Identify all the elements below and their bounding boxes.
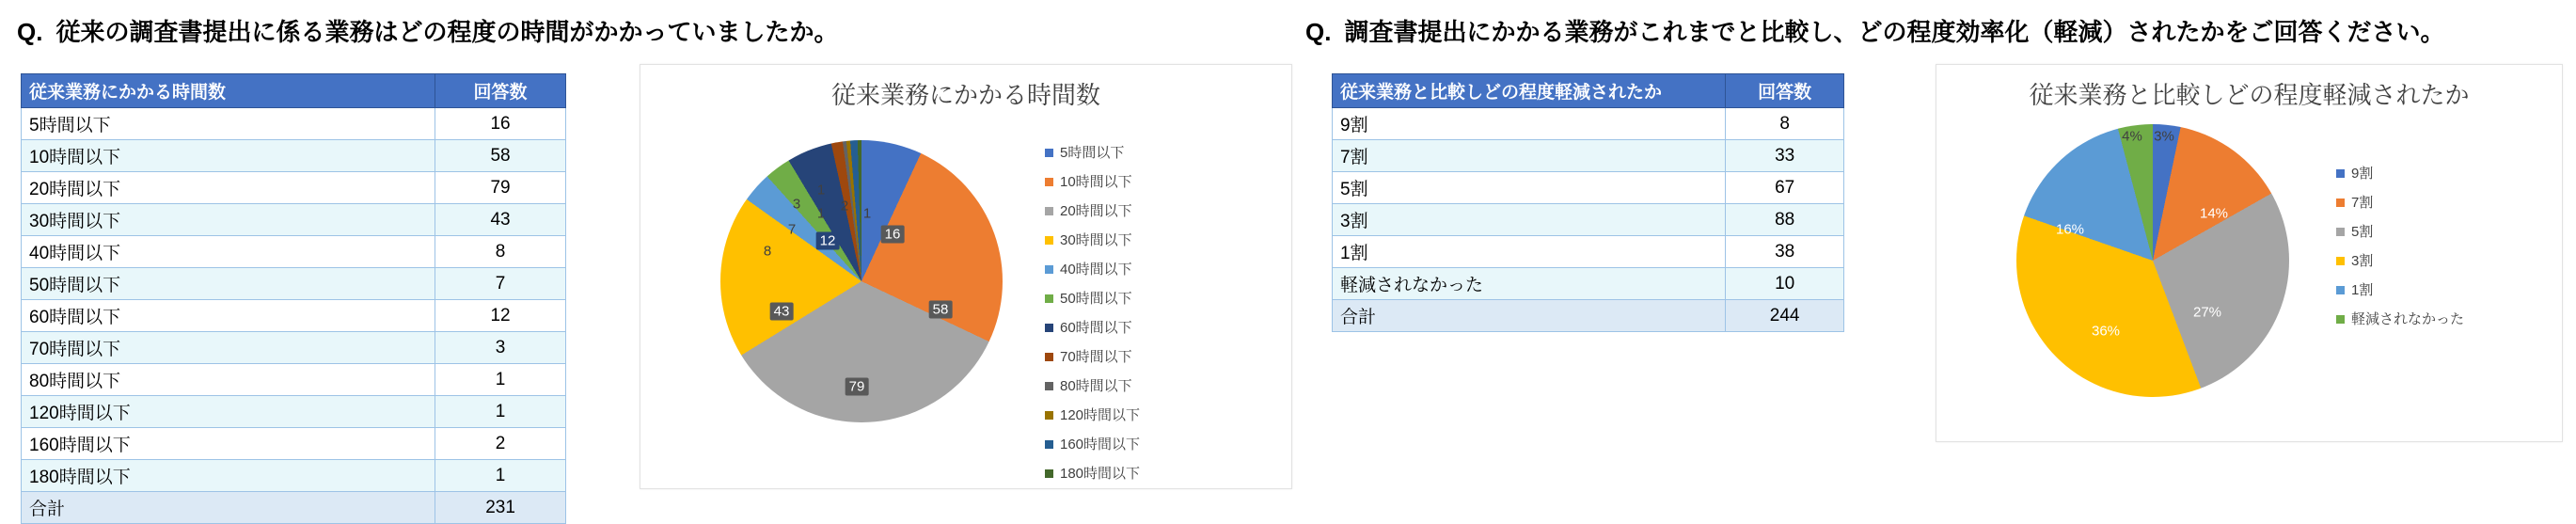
legend-item xyxy=(2336,217,2464,246)
table-row xyxy=(1333,140,1844,172)
chart-card-hours xyxy=(640,64,1292,489)
slice-label-160h: 2 xyxy=(840,198,849,214)
table-row xyxy=(1333,108,1844,140)
total-label: 合計 xyxy=(1333,300,1726,332)
legend-label: 160時間以下 xyxy=(1060,437,1141,453)
legend-label: 30時間以下 xyxy=(1060,232,1132,248)
row-label: 120時間以下 xyxy=(22,396,435,428)
slice-label-not-reduced: 4% xyxy=(2122,128,2142,145)
legend-label: 7割 xyxy=(2351,195,2374,211)
legend-item xyxy=(1045,342,1140,372)
row-label: 50時間以下 xyxy=(22,268,435,300)
table-row xyxy=(22,140,566,172)
question-label: Q. xyxy=(1305,18,1332,46)
slice-label-50h: 7 xyxy=(787,221,797,238)
legend-swatch-icon xyxy=(1045,207,1053,215)
legend-item xyxy=(1045,284,1140,313)
row-label: 180時間以下 xyxy=(22,460,435,492)
row-value: 38 xyxy=(1726,236,1844,268)
legend-item xyxy=(1045,372,1140,401)
table-row xyxy=(1333,204,1844,236)
row-value: 1 xyxy=(435,364,566,396)
slice-label-5h: 16 xyxy=(881,226,905,244)
legend-item xyxy=(1045,197,1140,226)
table-row xyxy=(22,172,566,204)
slice-label-60h: 12 xyxy=(816,232,840,250)
table-row xyxy=(22,268,566,300)
row-value: 12 xyxy=(435,300,566,332)
legend-label: 50時間以下 xyxy=(1060,291,1132,307)
legend-swatch-icon xyxy=(1045,178,1053,186)
table-row xyxy=(22,428,566,460)
row-label: 30時間以下 xyxy=(22,204,435,236)
row-value: 3 xyxy=(435,332,566,364)
table-total-row xyxy=(22,492,566,524)
legend-swatch-icon xyxy=(1045,149,1053,157)
legend-swatch-icon xyxy=(2336,198,2345,207)
row-label: 20時間以下 xyxy=(22,172,435,204)
slice-label-120h: 1 xyxy=(816,205,826,222)
legend-item xyxy=(1045,313,1140,342)
table-row xyxy=(22,396,566,428)
row-label: 5時間以下 xyxy=(22,108,435,140)
slice-label-180h: 1 xyxy=(862,205,872,222)
column-header-category: 従来業務と比較しどの程度軽減されたか xyxy=(1333,74,1726,108)
column-header-category: 従来業務にかかる時間数 xyxy=(22,74,435,108)
legend-item xyxy=(1045,226,1140,255)
row-value: 8 xyxy=(1726,108,1844,140)
row-value: 67 xyxy=(1726,172,1844,204)
legend-swatch-icon xyxy=(1045,411,1053,420)
total-label: 合計 xyxy=(22,492,435,524)
chart-title-hours: 従来業務にかかる時間数 xyxy=(830,81,1100,109)
slice-label-1wari: 16% xyxy=(2055,221,2085,238)
slice-label-7wari: 14% xyxy=(2199,205,2229,222)
panel-reduction xyxy=(1298,0,2576,523)
legend-label: 80時間以下 xyxy=(1060,378,1132,394)
slice-label-3wari: 36% xyxy=(2091,323,2121,340)
question-hours xyxy=(17,13,838,48)
row-label: 7割 xyxy=(1333,140,1726,172)
legend-item xyxy=(2336,276,2464,305)
table-row xyxy=(1333,236,1844,268)
legend-swatch-icon xyxy=(1045,353,1053,361)
row-label: 5割 xyxy=(1333,172,1726,204)
legend-swatch-icon xyxy=(1045,324,1053,332)
table-row xyxy=(22,364,566,396)
legend-item xyxy=(1045,401,1140,430)
row-label: 10時間以下 xyxy=(22,140,435,172)
legend-item xyxy=(2336,305,2464,334)
table-row xyxy=(1333,172,1844,204)
slice-label-40h: 8 xyxy=(763,243,772,260)
slice-label-20h: 79 xyxy=(845,378,869,396)
row-label: 40時間以下 xyxy=(22,236,435,268)
pie-chart-hours xyxy=(702,121,1021,441)
question-text: 従来の調査書提出に係る業務はどの程度の時間がかかっていましたか。 xyxy=(55,18,839,46)
legend-label: 軽減されなかった xyxy=(2351,311,2465,327)
legend-swatch-icon xyxy=(1045,294,1053,303)
slice-label-5wari: 27% xyxy=(2192,304,2222,321)
legend-swatch-icon xyxy=(1045,236,1053,245)
slice-label-70h: 3 xyxy=(792,196,801,213)
table-row xyxy=(22,204,566,236)
legend-swatch-icon xyxy=(2336,169,2345,178)
legend-swatch-icon xyxy=(2336,228,2345,236)
column-header-count: 回答数 xyxy=(1726,74,1844,108)
row-label: 1割 xyxy=(1333,236,1726,268)
table-hours xyxy=(21,73,566,524)
legend-swatch-icon xyxy=(1045,265,1053,274)
row-label: 70時間以下 xyxy=(22,332,435,364)
table-row xyxy=(1333,268,1844,300)
table-header-row xyxy=(22,74,566,108)
row-value: 58 xyxy=(435,140,566,172)
legend-label: 60時間以下 xyxy=(1060,320,1132,336)
legend-reduction xyxy=(2336,159,2464,334)
total-value: 231 xyxy=(435,492,566,524)
slice-label-80h: 1 xyxy=(816,182,826,198)
legend-item xyxy=(1045,255,1140,284)
row-value: 10 xyxy=(1726,268,1844,300)
slice-label-9wari: 3% xyxy=(2154,128,2174,145)
legend-label: 70時間以下 xyxy=(1060,349,1132,365)
row-label: 3割 xyxy=(1333,204,1726,236)
legend-swatch-icon xyxy=(1045,440,1053,449)
question-reduction xyxy=(1305,13,2444,48)
row-value: 7 xyxy=(435,268,566,300)
legend-item xyxy=(2336,159,2464,188)
legend-label: 3割 xyxy=(2351,253,2374,269)
row-value: 43 xyxy=(435,204,566,236)
table-header-row xyxy=(1333,74,1844,108)
legend-label: 180時間以下 xyxy=(1060,466,1141,482)
row-value: 79 xyxy=(435,172,566,204)
legend-swatch-icon xyxy=(2336,315,2345,324)
table-total-row xyxy=(1333,300,1844,332)
legend-label: 5割 xyxy=(2351,224,2374,240)
slice-label-10h: 58 xyxy=(929,301,953,319)
legend-label: 9割 xyxy=(2351,166,2374,182)
table-row xyxy=(22,332,566,364)
row-label: 160時間以下 xyxy=(22,428,435,460)
row-label: 9割 xyxy=(1333,108,1726,140)
column-header-count: 回答数 xyxy=(435,74,566,108)
legend-item xyxy=(2336,246,2464,276)
table-row xyxy=(22,108,566,140)
row-label: 80時間以下 xyxy=(22,364,435,396)
table-row xyxy=(22,460,566,492)
row-label: 60時間以下 xyxy=(22,300,435,332)
legend-swatch-icon xyxy=(2336,257,2345,265)
legend-item xyxy=(1045,430,1140,459)
legend-label: 120時間以下 xyxy=(1060,407,1141,423)
legend-label: 1割 xyxy=(2351,282,2374,298)
legend-item xyxy=(2336,188,2464,217)
row-value: 16 xyxy=(435,108,566,140)
legend-item xyxy=(1045,459,1140,488)
legend-swatch-icon xyxy=(1045,382,1053,390)
legend-item xyxy=(1045,138,1140,167)
row-value: 2 xyxy=(435,428,566,460)
table-row xyxy=(22,236,566,268)
question-label: Q. xyxy=(17,18,43,46)
question-text: 調査書提出にかかる業務がこれまでと比較し、どの程度効率化（軽減）されたかをご回答ください。 xyxy=(1344,18,2445,46)
chart-card-reduction xyxy=(1936,64,2563,442)
legend-label: 40時間以下 xyxy=(1060,262,1132,278)
row-value: 88 xyxy=(1726,204,1844,236)
row-label: 軽減されなかった xyxy=(1333,268,1726,300)
chart-title-reduction: 従来業務と比較しどの程度軽減されたか xyxy=(2029,81,2470,109)
total-value: 244 xyxy=(1726,300,1844,332)
legend-label: 5時間以下 xyxy=(1060,145,1125,161)
table-row xyxy=(22,300,566,332)
legend-item xyxy=(1045,167,1140,197)
row-value: 1 xyxy=(435,460,566,492)
slice-label-30h: 43 xyxy=(770,303,794,321)
pie-chart-reduction xyxy=(1993,110,2303,421)
legend-swatch-icon xyxy=(2336,286,2345,294)
pie-slices xyxy=(2016,124,2289,397)
legend-label: 20時間以下 xyxy=(1060,203,1132,219)
row-value: 8 xyxy=(435,236,566,268)
legend-swatch-icon xyxy=(1045,469,1053,478)
legend-hours xyxy=(1045,138,1140,488)
table-reduction xyxy=(1332,73,1844,332)
row-value: 33 xyxy=(1726,140,1844,172)
row-value: 1 xyxy=(435,396,566,428)
legend-label: 10時間以下 xyxy=(1060,174,1132,190)
